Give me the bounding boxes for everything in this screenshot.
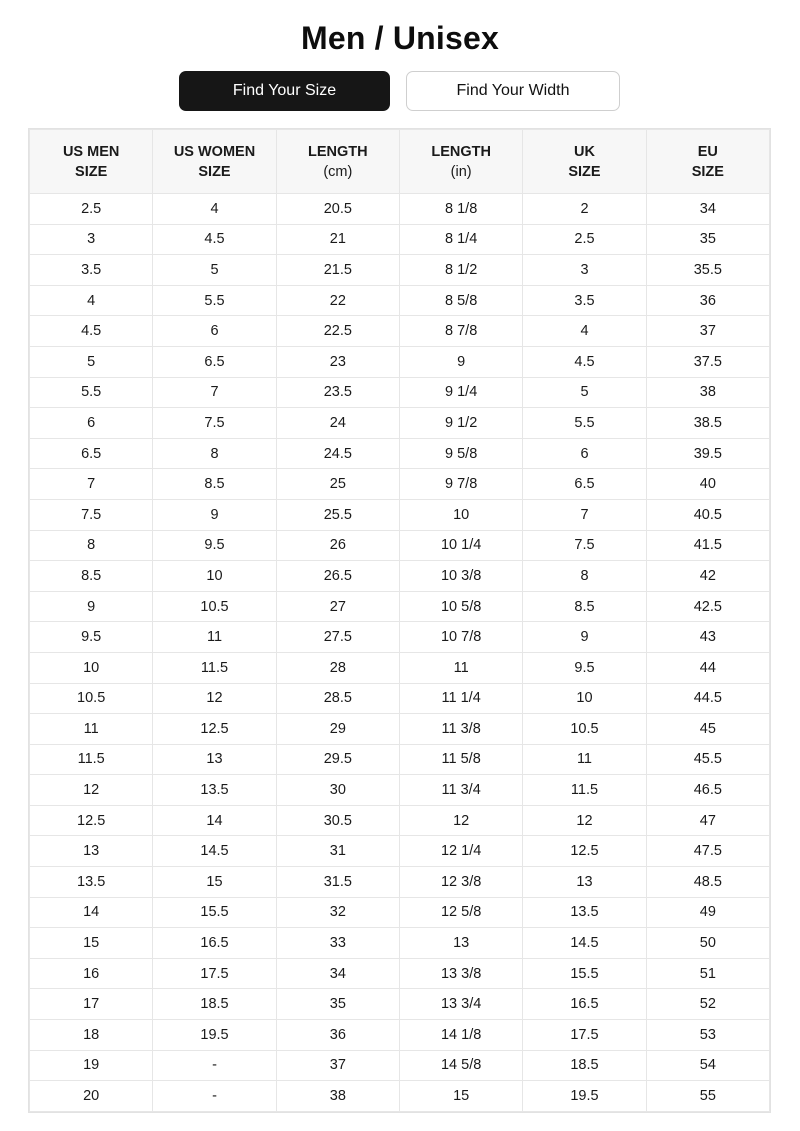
cell-length-cm: 37: [276, 1050, 399, 1081]
cell-length-in: 13 3/4: [399, 989, 522, 1020]
cell-us-men-size: 13.5: [30, 867, 153, 898]
cell-us-women-size: -: [153, 1050, 276, 1081]
cell-eu-size: 35: [646, 224, 769, 255]
cell-uk-size: 16.5: [523, 989, 646, 1020]
cell-uk-size: 5: [523, 377, 646, 408]
cell-length-cm: 33: [276, 928, 399, 959]
cell-length-cm: 22: [276, 285, 399, 316]
cell-eu-size: 45.5: [646, 744, 769, 775]
cell-length-cm: 27: [276, 591, 399, 622]
cell-uk-size: 15.5: [523, 958, 646, 989]
cell-eu-size: 51: [646, 958, 769, 989]
cell-eu-size: 41.5: [646, 530, 769, 561]
table-row: [30, 1081, 770, 1112]
cell-us-women-size: 9: [153, 499, 276, 530]
cell-us-men-size: 9.5: [30, 622, 153, 653]
cell-us-men-size: 20: [30, 1081, 153, 1112]
cell-us-women-size: 4.5: [153, 224, 276, 255]
cell-uk-size: 7.5: [523, 530, 646, 561]
cell-length-in: 11 1/4: [399, 683, 522, 714]
find-your-width-button[interactable]: Find Your Width: [406, 71, 620, 111]
table-row: [30, 438, 770, 469]
cell-length-in: 12 1/4: [399, 836, 522, 867]
cell-us-men-size: 7: [30, 469, 153, 500]
cell-length-cm: 38: [276, 1081, 399, 1112]
column-header-us-women-size: US WOMEN SIZE: [153, 130, 276, 194]
cell-eu-size: 50: [646, 928, 769, 959]
cell-length-cm: 23: [276, 346, 399, 377]
cell-eu-size: 42.5: [646, 591, 769, 622]
cell-uk-size: 10.5: [523, 714, 646, 745]
table-header-row: [30, 130, 770, 194]
cell-length-cm: 31: [276, 836, 399, 867]
cell-us-men-size: 3.5: [30, 255, 153, 286]
cell-uk-size: 9.5: [523, 652, 646, 683]
table-row: [30, 316, 770, 347]
cell-uk-size: 11: [523, 744, 646, 775]
table-row: [30, 377, 770, 408]
cell-uk-size: 18.5: [523, 1050, 646, 1081]
table-row: [30, 744, 770, 775]
cell-eu-size: 55: [646, 1081, 769, 1112]
cell-length-cm: 29: [276, 714, 399, 745]
cell-us-women-size: 19.5: [153, 1020, 276, 1051]
cell-us-men-size: 4: [30, 285, 153, 316]
table-row: [30, 897, 770, 928]
table-row: [30, 469, 770, 500]
cell-us-women-size: 6.5: [153, 346, 276, 377]
table-row: [30, 285, 770, 316]
cell-us-women-size: 7: [153, 377, 276, 408]
cell-uk-size: 6: [523, 438, 646, 469]
column-header-length-cm: LENGTH (cm): [276, 130, 399, 194]
cell-uk-size: 4: [523, 316, 646, 347]
cell-uk-size: 9: [523, 622, 646, 653]
cell-uk-size: 2: [523, 194, 646, 225]
table-row: [30, 408, 770, 439]
cell-us-men-size: 10: [30, 652, 153, 683]
table-row: [30, 836, 770, 867]
table-row: [30, 346, 770, 377]
cell-eu-size: 35.5: [646, 255, 769, 286]
cell-length-cm: 28.5: [276, 683, 399, 714]
cell-length-cm: 28: [276, 652, 399, 683]
table-row: [30, 652, 770, 683]
cell-us-women-size: 5.5: [153, 285, 276, 316]
table-row: [30, 775, 770, 806]
cell-eu-size: 37: [646, 316, 769, 347]
table-row: [30, 928, 770, 959]
cell-length-in: 14 1/8: [399, 1020, 522, 1051]
cell-us-men-size: 12.5: [30, 805, 153, 836]
cell-length-in: 9 1/2: [399, 408, 522, 439]
cell-us-women-size: 12.5: [153, 714, 276, 745]
cell-length-in: 9 1/4: [399, 377, 522, 408]
cell-us-women-size: 4: [153, 194, 276, 225]
cell-uk-size: 12: [523, 805, 646, 836]
cell-length-in: 10 7/8: [399, 622, 522, 653]
cell-uk-size: 10: [523, 683, 646, 714]
cell-uk-size: 19.5: [523, 1081, 646, 1112]
cell-eu-size: 52: [646, 989, 769, 1020]
cell-us-women-size: 13: [153, 744, 276, 775]
cell-uk-size: 8.5: [523, 591, 646, 622]
cell-uk-size: 3: [523, 255, 646, 286]
cell-us-women-size: 8: [153, 438, 276, 469]
cell-us-women-size: 8.5: [153, 469, 276, 500]
cell-length-in: 12 5/8: [399, 897, 522, 928]
cell-eu-size: 53: [646, 1020, 769, 1051]
cell-eu-size: 36: [646, 285, 769, 316]
cell-length-in: 12 3/8: [399, 867, 522, 898]
cell-eu-size: 54: [646, 1050, 769, 1081]
cell-uk-size: 5.5: [523, 408, 646, 439]
table-row: [30, 591, 770, 622]
cell-us-men-size: 16: [30, 958, 153, 989]
cell-eu-size: 38.5: [646, 408, 769, 439]
table-row: [30, 714, 770, 745]
cell-length-in: 12: [399, 805, 522, 836]
cell-length-cm: 31.5: [276, 867, 399, 898]
cell-length-in: 8 1/4: [399, 224, 522, 255]
table-row: [30, 530, 770, 561]
cell-eu-size: 47.5: [646, 836, 769, 867]
column-header-us-men-size: US MEN SIZE: [30, 130, 153, 194]
cell-length-cm: 21.5: [276, 255, 399, 286]
cell-length-in: 10: [399, 499, 522, 530]
cell-length-cm: 26.5: [276, 561, 399, 592]
cell-eu-size: 40: [646, 469, 769, 500]
cell-eu-size: 38: [646, 377, 769, 408]
column-header-length-in: LENGTH (in): [399, 130, 522, 194]
cell-length-in: 15: [399, 1081, 522, 1112]
cell-length-cm: 30: [276, 775, 399, 806]
cell-uk-size: 7: [523, 499, 646, 530]
cell-length-cm: 35: [276, 989, 399, 1020]
table-row: [30, 683, 770, 714]
cell-us-women-size: 12: [153, 683, 276, 714]
cell-length-in: 8 1/8: [399, 194, 522, 225]
cell-uk-size: 12.5: [523, 836, 646, 867]
cell-length-in: 10 5/8: [399, 591, 522, 622]
table-row: [30, 958, 770, 989]
table-row: [30, 805, 770, 836]
cell-us-women-size: 18.5: [153, 989, 276, 1020]
cell-uk-size: 2.5: [523, 224, 646, 255]
cell-length-cm: 25.5: [276, 499, 399, 530]
cell-uk-size: 17.5: [523, 1020, 646, 1051]
cell-us-women-size: 16.5: [153, 928, 276, 959]
table-row: [30, 194, 770, 225]
cell-us-women-size: 10: [153, 561, 276, 592]
cell-eu-size: 42: [646, 561, 769, 592]
cell-length-in: 10 3/8: [399, 561, 522, 592]
cell-eu-size: 47: [646, 805, 769, 836]
cell-length-in: 13 3/8: [399, 958, 522, 989]
cell-length-in: 10 1/4: [399, 530, 522, 561]
cell-us-women-size: 5: [153, 255, 276, 286]
table-row: [30, 255, 770, 286]
cell-length-cm: 23.5: [276, 377, 399, 408]
find-your-size-button[interactable]: Find Your Size: [179, 71, 390, 111]
column-header-eu-size: EU SIZE: [646, 130, 769, 194]
cell-length-in: 13: [399, 928, 522, 959]
cell-uk-size: 13: [523, 867, 646, 898]
cell-us-men-size: 4.5: [30, 316, 153, 347]
cell-length-in: 11 5/8: [399, 744, 522, 775]
cell-eu-size: 49: [646, 897, 769, 928]
table-row: [30, 989, 770, 1020]
cell-length-in: 14 5/8: [399, 1050, 522, 1081]
cell-eu-size: 44.5: [646, 683, 769, 714]
size-chart-table: [28, 128, 771, 1113]
cell-us-women-size: 14: [153, 805, 276, 836]
cell-length-cm: 22.5: [276, 316, 399, 347]
cell-us-women-size: -: [153, 1081, 276, 1112]
cell-length-in: 9 5/8: [399, 438, 522, 469]
cell-length-cm: 20.5: [276, 194, 399, 225]
cell-us-women-size: 17.5: [153, 958, 276, 989]
cell-length-cm: 36: [276, 1020, 399, 1051]
cell-us-men-size: 7.5: [30, 499, 153, 530]
cell-us-men-size: 6: [30, 408, 153, 439]
page-title: Men / Unisex: [300, 20, 499, 56]
cell-uk-size: 13.5: [523, 897, 646, 928]
cell-us-women-size: 11: [153, 622, 276, 653]
cell-eu-size: 48.5: [646, 867, 769, 898]
column-header-uk-size: UK SIZE: [523, 130, 646, 194]
cell-eu-size: 46.5: [646, 775, 769, 806]
cell-us-women-size: 14.5: [153, 836, 276, 867]
cell-uk-size: 14.5: [523, 928, 646, 959]
cell-length-cm: 34: [276, 958, 399, 989]
table-row: [30, 622, 770, 653]
cell-length-in: 11: [399, 652, 522, 683]
cell-us-men-size: 10.5: [30, 683, 153, 714]
cell-us-men-size: 11: [30, 714, 153, 745]
cell-uk-size: 6.5: [523, 469, 646, 500]
cell-length-in: 8 5/8: [399, 285, 522, 316]
cell-length-cm: 32: [276, 897, 399, 928]
cell-us-men-size: 5: [30, 346, 153, 377]
cell-us-men-size: 19: [30, 1050, 153, 1081]
cell-us-women-size: 10.5: [153, 591, 276, 622]
cell-us-men-size: 12: [30, 775, 153, 806]
cell-us-women-size: 15: [153, 867, 276, 898]
cell-uk-size: 3.5: [523, 285, 646, 316]
cell-length-in: 8 1/2: [399, 255, 522, 286]
cell-length-in: 11 3/4: [399, 775, 522, 806]
cell-us-women-size: 7.5: [153, 408, 276, 439]
cell-us-men-size: 18: [30, 1020, 153, 1051]
cell-us-men-size: 13: [30, 836, 153, 867]
cell-uk-size: 4.5: [523, 346, 646, 377]
table-row: [30, 1020, 770, 1051]
cell-us-men-size: 15: [30, 928, 153, 959]
cell-eu-size: 44: [646, 652, 769, 683]
cell-length-cm: 30.5: [276, 805, 399, 836]
cell-length-cm: 24: [276, 408, 399, 439]
cell-length-cm: 29.5: [276, 744, 399, 775]
cell-us-men-size: 2.5: [30, 194, 153, 225]
cell-us-men-size: 8.5: [30, 561, 153, 592]
cell-eu-size: 45: [646, 714, 769, 745]
cell-uk-size: 8: [523, 561, 646, 592]
cell-us-men-size: 5.5: [30, 377, 153, 408]
cell-eu-size: 34: [646, 194, 769, 225]
cell-length-cm: 21: [276, 224, 399, 255]
cell-us-men-size: 11.5: [30, 744, 153, 775]
table-row: [30, 224, 770, 255]
cell-us-women-size: 13.5: [153, 775, 276, 806]
cell-us-men-size: 9: [30, 591, 153, 622]
cell-us-women-size: 11.5: [153, 652, 276, 683]
cell-us-men-size: 17: [30, 989, 153, 1020]
cell-length-cm: 27.5: [276, 622, 399, 653]
cell-eu-size: 43: [646, 622, 769, 653]
cell-us-men-size: 14: [30, 897, 153, 928]
cell-eu-size: 37.5: [646, 346, 769, 377]
cell-length-in: 8 7/8: [399, 316, 522, 347]
cell-length-in: 11 3/8: [399, 714, 522, 745]
cell-eu-size: 40.5: [646, 499, 769, 530]
cell-length-in: 9: [399, 346, 522, 377]
table-row: [30, 561, 770, 592]
cell-uk-size: 11.5: [523, 775, 646, 806]
table-row: [30, 499, 770, 530]
cell-length-cm: 26: [276, 530, 399, 561]
cell-length-in: 9 7/8: [399, 469, 522, 500]
cell-us-women-size: 15.5: [153, 897, 276, 928]
table-row: [30, 867, 770, 898]
cell-length-cm: 25: [276, 469, 399, 500]
table-row: [30, 1050, 770, 1081]
cell-us-women-size: 6: [153, 316, 276, 347]
cell-us-men-size: 6.5: [30, 438, 153, 469]
cell-us-men-size: 3: [30, 224, 153, 255]
cell-us-women-size: 9.5: [153, 530, 276, 561]
cell-us-men-size: 8: [30, 530, 153, 561]
cell-eu-size: 39.5: [646, 438, 769, 469]
cell-length-cm: 24.5: [276, 438, 399, 469]
